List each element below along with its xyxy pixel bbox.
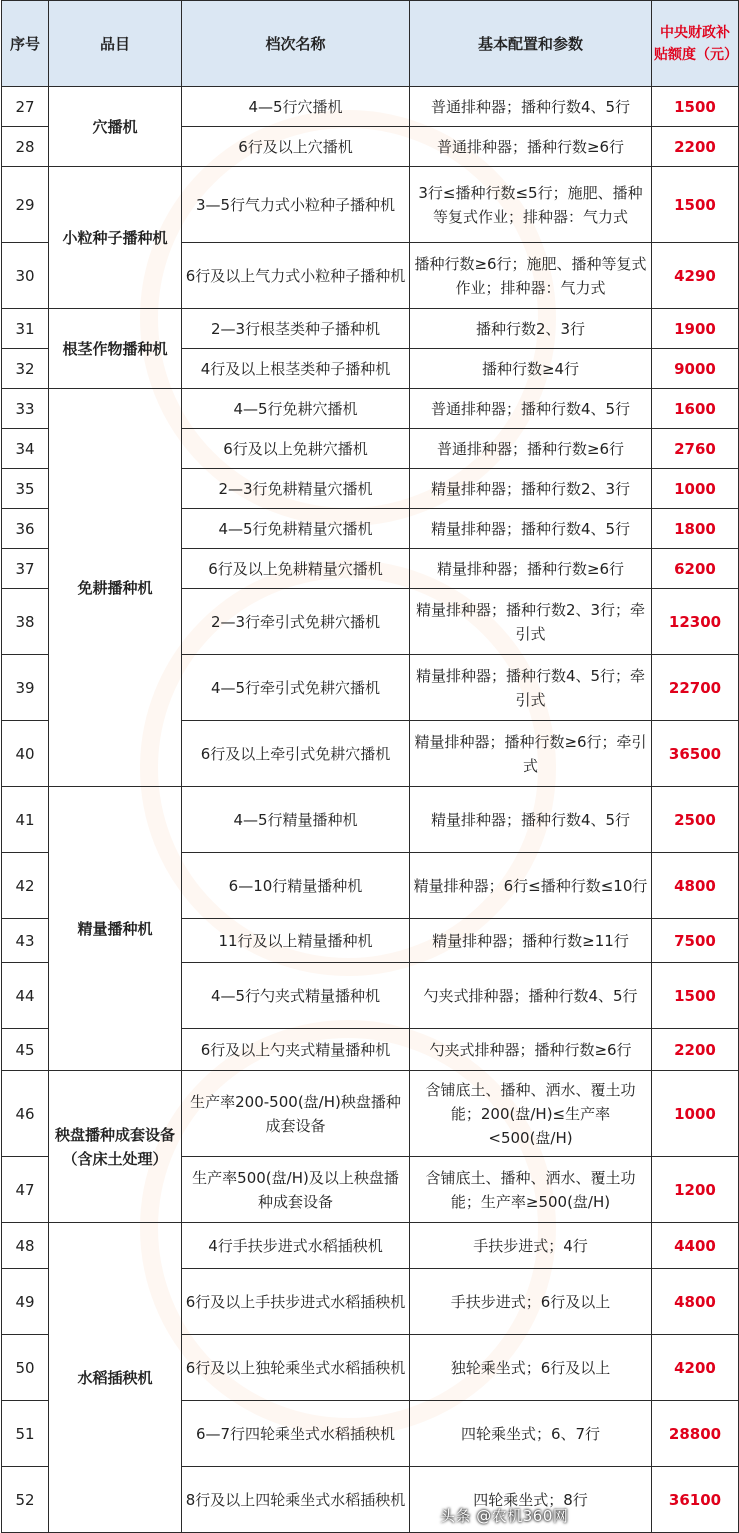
category-cell: 根茎作物播种机	[49, 309, 182, 389]
tier-name: 2—3行根茎类种子播种机	[182, 309, 410, 349]
tier-name: 2—3行牵引式免耕穴播机	[182, 589, 410, 655]
spec-text: 精量排种器；播种行数2、3行	[410, 469, 652, 509]
spec-text: 精量排种器；播种行数2、3行；牵引式	[410, 589, 652, 655]
table-body	[2, 87, 739, 1533]
table-row	[2, 167, 739, 243]
tier-name: 4行手扶步进式水稻插秧机	[182, 1223, 410, 1269]
subsidy-amount: 4400	[652, 1223, 739, 1269]
spec-text: 精量排种器；播种行数4、5行	[410, 787, 652, 853]
tier-name: 6行及以上免耕精量穴播机	[182, 549, 410, 589]
subsidy-amount: 2760	[652, 429, 739, 469]
tier-name: 3—5行气力式小粒种子播种机	[182, 167, 410, 243]
row-index: 31	[2, 309, 49, 349]
spec-text: 普通排种器；播种行数4、5行	[410, 87, 652, 127]
spec-text: 3行≤播种行数≤5行；施肥、播种等复式作业；排种器：气力式	[410, 167, 652, 243]
row-index: 40	[2, 721, 49, 787]
subsidy-amount: 2200	[652, 1029, 739, 1071]
header-tier: 档次名称	[182, 1, 410, 87]
spec-text: 精量排种器；播种行数≥6行；牵引式	[410, 721, 652, 787]
subsidy-amount: 28800	[652, 1401, 739, 1467]
spec-text: 播种行数2、3行	[410, 309, 652, 349]
spec-text: 勺夹式排种器；播种行数≥6行	[410, 1029, 652, 1071]
row-index: 50	[2, 1335, 49, 1401]
category-cell: 精量播种机	[49, 787, 182, 1071]
spec-text: 精量排种器；播种行数4、5行；牵引式	[410, 655, 652, 721]
row-index: 42	[2, 853, 49, 919]
row-index: 41	[2, 787, 49, 853]
tier-name: 生产率200-500(盘/H)秧盘播种成套设备	[182, 1071, 410, 1157]
header-row	[2, 1, 739, 87]
subsidy-amount: 4800	[652, 1269, 739, 1335]
row-index: 46	[2, 1071, 49, 1157]
spec-text: 播种行数≥4行	[410, 349, 652, 389]
row-index: 44	[2, 963, 49, 1029]
table-row	[2, 389, 739, 429]
table-row	[2, 787, 739, 853]
row-index: 30	[2, 243, 49, 309]
subsidy-amount: 2200	[652, 127, 739, 167]
subsidy-table	[1, 0, 739, 1533]
tier-name: 6行及以上免耕穴播机	[182, 429, 410, 469]
tier-name: 4行及以上根茎类种子播种机	[182, 349, 410, 389]
category-cell: 小粒种子播种机	[49, 167, 182, 309]
tier-name: 4—5行牵引式免耕穴播机	[182, 655, 410, 721]
row-index: 45	[2, 1029, 49, 1071]
row-index: 33	[2, 389, 49, 429]
row-index: 28	[2, 127, 49, 167]
tier-name: 6—10行精量播种机	[182, 853, 410, 919]
table-row	[2, 87, 739, 127]
header-index: 序号	[2, 1, 49, 87]
header-amount: 中央财政补贴额度（元）	[652, 1, 739, 87]
tier-name: 11行及以上精量播种机	[182, 919, 410, 963]
subsidy-amount: 4200	[652, 1335, 739, 1401]
row-index: 52	[2, 1467, 49, 1533]
spec-text: 含铺底土、播种、洒水、覆土功能；生产率≥500(盘/H)	[410, 1157, 652, 1223]
tier-name: 2—3行免耕精量穴播机	[182, 469, 410, 509]
row-index: 47	[2, 1157, 49, 1223]
spec-text: 普通排种器；播种行数≥6行	[410, 429, 652, 469]
row-index: 48	[2, 1223, 49, 1269]
spec-text: 手扶步进式；6行及以上	[410, 1269, 652, 1335]
watermark-text: 头条 @农机360网	[440, 1507, 569, 1525]
tier-name: 6行及以上牵引式免耕穴播机	[182, 721, 410, 787]
tier-name: 6行及以上穴播机	[182, 127, 410, 167]
tier-name: 6行及以上气力式小粒种子播种机	[182, 243, 410, 309]
subsidy-amount: 4800	[652, 853, 739, 919]
tier-name: 6—7行四轮乘坐式水稻插秧机	[182, 1401, 410, 1467]
row-index: 35	[2, 469, 49, 509]
subsidy-amount: 1900	[652, 309, 739, 349]
category-cell: 穴播机	[49, 87, 182, 167]
row-index: 43	[2, 919, 49, 963]
spec-text: 普通排种器；播种行数4、5行	[410, 389, 652, 429]
tier-name: 生产率500(盘/H)及以上秧盘播种成套设备	[182, 1157, 410, 1223]
category-cell: 水稻插秧机	[49, 1223, 182, 1533]
header-spec: 基本配置和参数	[410, 1, 652, 87]
subsidy-amount: 2500	[652, 787, 739, 853]
tier-name: 4—5行免耕精量穴播机	[182, 509, 410, 549]
spec-text: 播种行数≥6行；施肥、播种等复式作业；排种器：气力式	[410, 243, 652, 309]
row-index: 32	[2, 349, 49, 389]
tier-name: 4—5行免耕穴播机	[182, 389, 410, 429]
spec-text: 含铺底土、播种、洒水、覆土功能；200(盘/H)≤生产率<500(盘/H)	[410, 1071, 652, 1157]
spec-text: 独轮乘坐式；6行及以上	[410, 1335, 652, 1401]
row-index: 36	[2, 509, 49, 549]
tier-name: 8行及以上四轮乘坐式水稻插秧机	[182, 1467, 410, 1533]
spec-text: 精量排种器；6行≤播种行数≤10行	[410, 853, 652, 919]
subsidy-amount: 1500	[652, 167, 739, 243]
row-index: 34	[2, 429, 49, 469]
row-index: 38	[2, 589, 49, 655]
subsidy-amount: 1500	[652, 963, 739, 1029]
table-row	[2, 1071, 739, 1157]
row-index: 29	[2, 167, 49, 243]
subsidy-amount: 1000	[652, 1071, 739, 1157]
subsidy-amount: 1600	[652, 389, 739, 429]
tier-name: 6行及以上勺夹式精量播种机	[182, 1029, 410, 1071]
row-index: 49	[2, 1269, 49, 1335]
subsidy-amount: 6200	[652, 549, 739, 589]
subsidy-amount: 1800	[652, 509, 739, 549]
table-row	[2, 1223, 739, 1269]
subsidy-amount: 7500	[652, 919, 739, 963]
spec-text: 普通排种器；播种行数≥6行	[410, 127, 652, 167]
subsidy-amount: 1500	[652, 87, 739, 127]
spec-text: 精量排种器；播种行数≥11行	[410, 919, 652, 963]
subsidy-amount: 36100	[652, 1467, 739, 1533]
spec-text: 四轮乘坐式；8行	[410, 1467, 652, 1533]
tier-name: 6行及以上手扶步进式水稻插秧机	[182, 1269, 410, 1335]
spec-text: 四轮乘坐式；6、7行	[410, 1401, 652, 1467]
tier-name: 4—5行精量播种机	[182, 787, 410, 853]
spec-text: 手扶步进式；4行	[410, 1223, 652, 1269]
subsidy-amount: 1000	[652, 469, 739, 509]
spec-text: 勺夹式排种器；播种行数4、5行	[410, 963, 652, 1029]
table-row	[2, 309, 739, 349]
subsidy-amount: 4290	[652, 243, 739, 309]
subsidy-amount: 1200	[652, 1157, 739, 1223]
header-category: 品目	[49, 1, 182, 87]
tier-name: 4—5行勺夹式精量播种机	[182, 963, 410, 1029]
row-index: 37	[2, 549, 49, 589]
tier-name: 4—5行穴播机	[182, 87, 410, 127]
spec-text: 精量排种器；播种行数≥6行	[410, 549, 652, 589]
subsidy-amount: 36500	[652, 721, 739, 787]
subsidy-amount: 9000	[652, 349, 739, 389]
spec-text: 精量排种器；播种行数4、5行	[410, 509, 652, 549]
category-cell: 秧盘播种成套设备（含床土处理）	[49, 1071, 182, 1223]
subsidy-amount: 22700	[652, 655, 739, 721]
category-cell: 免耕播种机	[49, 389, 182, 787]
subsidy-amount: 12300	[652, 589, 739, 655]
row-index: 27	[2, 87, 49, 127]
tier-name: 6行及以上独轮乘坐式水稻插秧机	[182, 1335, 410, 1401]
row-index: 39	[2, 655, 49, 721]
row-index: 51	[2, 1401, 49, 1467]
